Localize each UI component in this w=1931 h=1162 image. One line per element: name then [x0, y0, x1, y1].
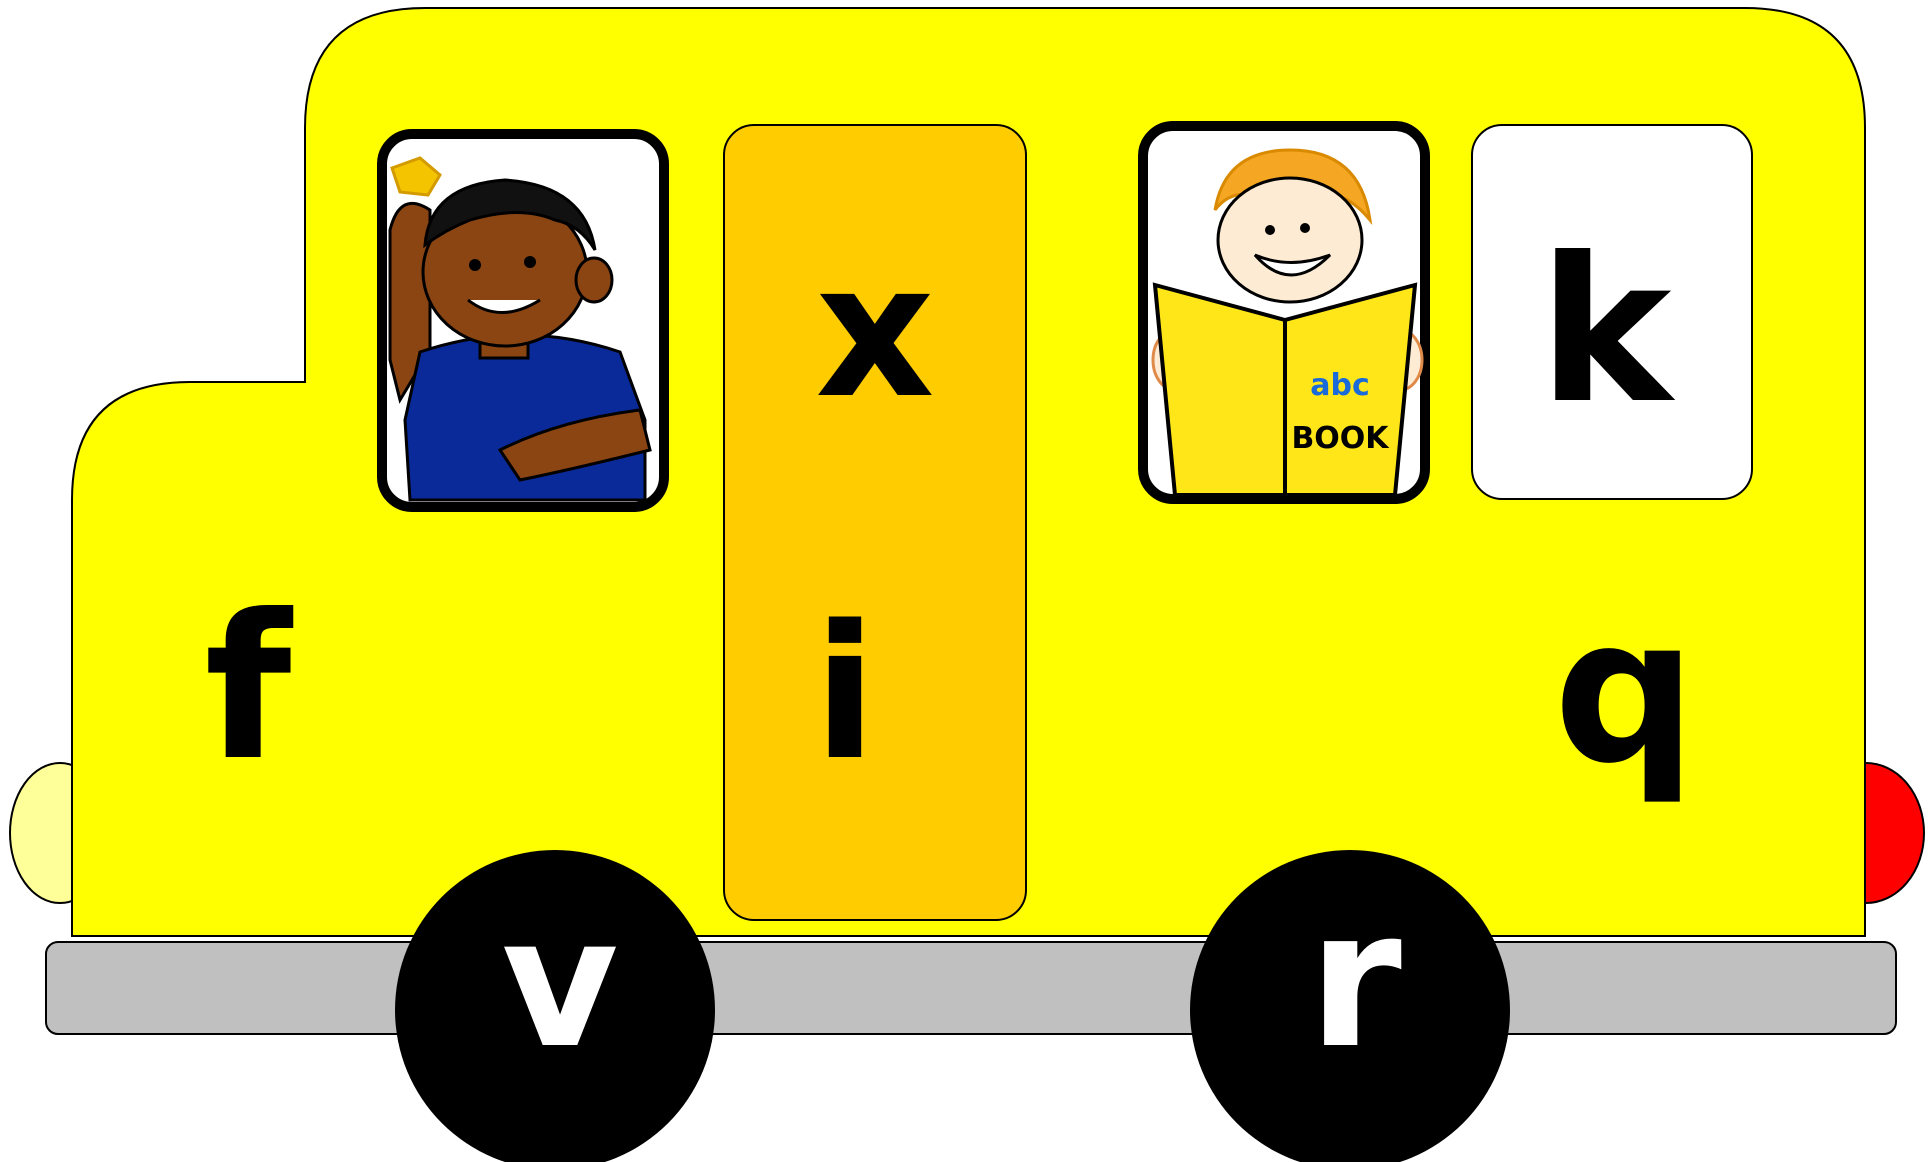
window-left [382, 134, 664, 507]
letter-window-right: k [1538, 215, 1672, 448]
letter-back: q [1553, 575, 1697, 808]
letter-front: f [204, 572, 292, 805]
letter-wheel-front: v [501, 879, 619, 1088]
book-abc-text: abc [1310, 368, 1370, 403]
bumper [46, 942, 1896, 1034]
letter-door-bottom: i [813, 585, 877, 801]
letter-door-top: x [815, 223, 935, 439]
letter-wheel-back: r [1308, 869, 1402, 1090]
book-title-text: BOOK [1291, 421, 1389, 456]
window-middle [1143, 126, 1425, 499]
